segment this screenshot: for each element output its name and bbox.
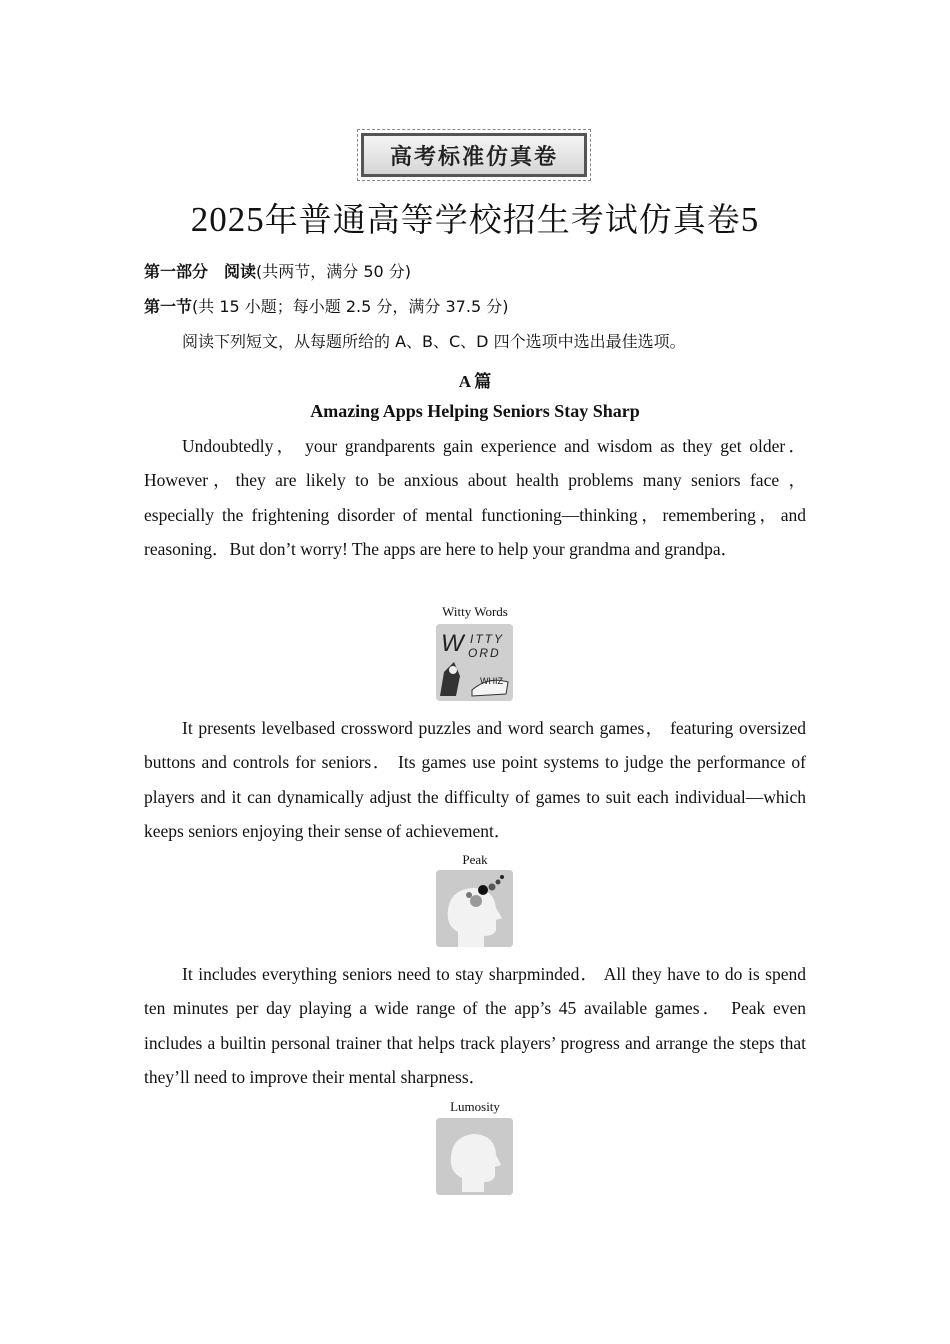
witty-whiz-letters: WHIZ [480, 676, 503, 686]
banner-title: 高考标准仿真卷 [361, 133, 587, 177]
peak-description: It includes everything seniors need to stay sharpminded． All they have to do is spend ten minutes per day playing a wide range of the app’s 45 available games． Peak even includes a builtin personal trainer that helps track players’ progress and arrange the steps that they’ll need to improve their mental sharpness． [144, 964, 806, 1088]
witty-ord-letters: ORD [468, 646, 501, 660]
app-name-witty-words: Witty Words [442, 604, 508, 619]
banner-frame [357, 129, 591, 181]
peak-head-icon [436, 870, 513, 947]
exam-title-number: 5 [740, 200, 760, 239]
part-label: 第一部分 阅读 [144, 262, 257, 281]
instruction-text: 阅读下列短文，从每题所给的 A、B、C、D 四个选项中选出最佳选项。 [182, 332, 686, 351]
exam-title-text: 年普通高等学校招生考试仿真卷 [264, 200, 741, 239]
app-name-lumosity: Lumosity [450, 1099, 500, 1114]
section-label: 第一节 [144, 297, 193, 316]
app-name-peak: Peak [462, 852, 488, 867]
witty-words-description: It presents levelbased crossword puzzles and word search games， featuring oversized buttons and controls for seniors． Its games use point systems to judge the performance of players and it can dynamically adjust the difficulty of games to suit each individual—which keeps seniors enjoying their sense of achievement． [144, 718, 806, 842]
intro-paragraph: Undoubtedly， your grandparents gain experience and wisdom as they get older． However，they are likely to be anxious about health problems many seniors face ， especially the frightening disorder of mental functioning—thinking，remembering，and reasoning．But don’t worry! The apps are here to help your grandma and grandpa． [144, 436, 806, 560]
article-title: Amazing Apps Helping Seniors Stay Sharp [310, 401, 640, 421]
witty-words-icon [436, 624, 513, 701]
part-heading [144, 261, 411, 283]
witty-w-letter: W [441, 630, 464, 657]
part-detail: (共两节，满分 50 分) [256, 262, 412, 281]
witty-itty-letters: ITTY [470, 632, 504, 646]
section-heading [144, 296, 508, 318]
section-detail: (共 15 小题；每小题 2.5 分，满分 37.5 分) [192, 297, 509, 316]
passage-label: A 篇 [458, 372, 492, 391]
instruction [182, 331, 686, 353]
exam-title [0, 198, 950, 242]
lumosity-head-icon [436, 1118, 513, 1195]
exam-title-year: 2025 [190, 200, 265, 239]
